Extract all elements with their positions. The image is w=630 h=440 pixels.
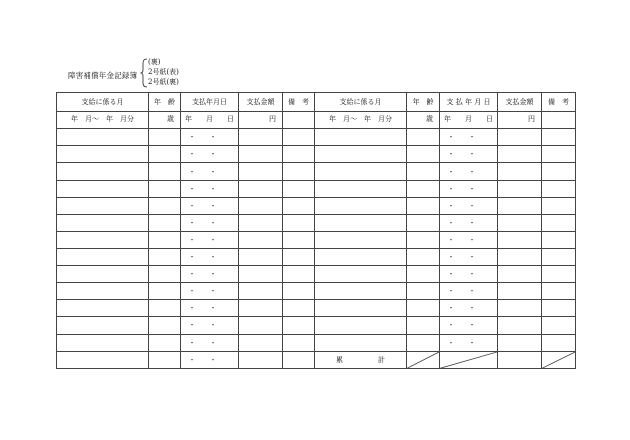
unit-period: 年 月～ 年 月分 (315, 112, 407, 129)
amount-cell (498, 334, 542, 351)
table-row (57, 283, 576, 300)
payment-date-cell: ・・ (181, 317, 239, 334)
table-row (57, 129, 576, 146)
age-cell (149, 197, 181, 214)
payment-date-cell: ・・ (440, 231, 498, 248)
unit-amount: 円 (239, 112, 283, 129)
payment-date-cell: ・・ (440, 214, 498, 231)
table-row (57, 180, 576, 197)
period-cell (57, 180, 149, 197)
amount-cell (498, 283, 542, 300)
table-row (57, 300, 576, 317)
table-row (57, 214, 576, 231)
payment-date-cell: ・・ (181, 214, 239, 231)
amount-cell (498, 249, 542, 266)
amount-cell (239, 249, 283, 266)
age-cell (149, 214, 181, 231)
period-cell (57, 266, 149, 283)
payment-date-cell: ・・ (440, 180, 498, 197)
form-title: 障害補償年金記録簿 (68, 71, 138, 80)
period-cell (57, 163, 149, 180)
payment-date-cell: ・・ (181, 334, 239, 351)
table-row (57, 266, 576, 283)
age-cell (149, 334, 181, 351)
amount-cell (239, 351, 283, 368)
period-cell (315, 231, 407, 248)
age-cell (407, 231, 440, 248)
period-cell (315, 129, 407, 146)
amount-cell (239, 146, 283, 163)
payment-date-cell: ・・ (181, 283, 239, 300)
remarks-cell (542, 283, 576, 300)
period-cell (315, 163, 407, 180)
total-label: 累 計 (315, 351, 407, 368)
amount-cell (239, 317, 283, 334)
age-cell (407, 129, 440, 146)
age-cell (407, 317, 440, 334)
table-row (57, 317, 576, 334)
remarks-cell (283, 283, 315, 300)
remarks-cell (283, 180, 315, 197)
age-cell (149, 317, 181, 334)
remarks-cell (542, 249, 576, 266)
amount-cell (239, 214, 283, 231)
void-slash (440, 352, 497, 368)
remarks-cell (542, 146, 576, 163)
remarks-cell (542, 317, 576, 334)
amount-cell (498, 146, 542, 163)
amount-cell (498, 231, 542, 248)
remarks-cell (283, 146, 315, 163)
unit-row (57, 112, 576, 129)
age-cell (149, 300, 181, 317)
header-period: 支給に係る月 (57, 93, 149, 112)
ledger-table (56, 92, 575, 369)
sheet-list (148, 57, 179, 87)
amount-cell (239, 334, 283, 351)
age-cell (407, 146, 440, 163)
amount-cell (498, 214, 542, 231)
age-cell (407, 249, 440, 266)
amount-cell (239, 180, 283, 197)
payment-date-cell: ・・ (181, 300, 239, 317)
header-remarks: 備 考 (283, 93, 315, 112)
payment-date-cell: ・・ (181, 266, 239, 283)
header-period: 支給に係る月 (315, 93, 407, 112)
amount-cell (239, 231, 283, 248)
remarks-cell (542, 112, 576, 129)
payment-date-cell: ・・ (181, 231, 239, 248)
remarks-cell (542, 266, 576, 283)
period-cell (57, 129, 149, 146)
remarks-cell (283, 231, 315, 248)
table-row (57, 146, 576, 163)
header-amount: 支払金額 (239, 93, 283, 112)
period-cell (315, 249, 407, 266)
period-cell (315, 266, 407, 283)
age-cell (149, 129, 181, 146)
age-cell (149, 231, 181, 248)
age-cell (149, 283, 181, 300)
age-cell (407, 300, 440, 317)
void-slash (407, 352, 439, 368)
unit-amount: 円 (498, 112, 542, 129)
amount-cell (239, 163, 283, 180)
remarks-cell (542, 214, 576, 231)
payment-date-cell: ・・ (440, 283, 498, 300)
payment-date-cell: ・・ (440, 300, 498, 317)
remarks-cell (283, 249, 315, 266)
period-cell (315, 317, 407, 334)
header-age: 年 齢 (149, 93, 181, 112)
age-cell (407, 163, 440, 180)
period-cell (57, 214, 149, 231)
header-amount: 支払金額 (498, 93, 542, 112)
total-row (57, 351, 576, 368)
amount-cell (498, 163, 542, 180)
payment-date-cell: ・・ (440, 317, 498, 334)
period-cell (57, 351, 149, 368)
payment-date-cell: ・・ (440, 266, 498, 283)
payment-date-cell: ・・ (181, 180, 239, 197)
remarks-cell (542, 197, 576, 214)
period-cell (315, 146, 407, 163)
age-cell (149, 351, 181, 368)
payment-date-cell: ・・ (181, 351, 239, 368)
age-cell (407, 214, 440, 231)
remarks-cell (283, 129, 315, 146)
remarks-cell (283, 266, 315, 283)
table-row (57, 249, 576, 266)
remarks-cell (283, 112, 315, 129)
remarks-cell (283, 351, 315, 368)
payment-date-cell: ・・ (440, 197, 498, 214)
amount-cell (239, 283, 283, 300)
unit-age: 歳 (149, 112, 181, 129)
period-cell (315, 214, 407, 231)
sheet-label: (裏) (148, 58, 161, 66)
payment-date-cell: ・・ (440, 163, 498, 180)
amount-cell (498, 180, 542, 197)
remarks-cell (283, 300, 315, 317)
remarks-cell (283, 163, 315, 180)
payment-date-cell-void (440, 351, 498, 368)
payment-date-cell: ・・ (181, 163, 239, 180)
period-cell (315, 334, 407, 351)
table-row (57, 334, 576, 351)
payment-date-cell: ・・ (440, 146, 498, 163)
payment-date-cell: ・・ (181, 249, 239, 266)
age-cell (149, 163, 181, 180)
amount-cell (498, 129, 542, 146)
period-cell (315, 300, 407, 317)
period-cell (57, 231, 149, 248)
amount-cell (498, 300, 542, 317)
remarks-cell (283, 197, 315, 214)
amount-cell (498, 266, 542, 283)
remarks-cell (283, 334, 315, 351)
amount-cell (498, 197, 542, 214)
payment-date-cell: ・・ (440, 249, 498, 266)
age-cell (407, 334, 440, 351)
unit-period: 年 月～ 年 月分 (57, 112, 149, 129)
age-cell (149, 249, 181, 266)
amount-cell (239, 266, 283, 283)
table-row (57, 231, 576, 248)
payment-date-cell: ・・ (181, 129, 239, 146)
period-cell (57, 334, 149, 351)
unit-date: 年 月 日 (440, 112, 498, 129)
payment-date-cell: ・・ (440, 334, 498, 351)
remarks-cell (542, 334, 576, 351)
amount-cell (498, 317, 542, 334)
void-slash (542, 352, 575, 368)
header-age: 年 齢 (407, 93, 440, 112)
header-remarks: 備 考 (542, 93, 576, 112)
unit-date: 年 月 日 (181, 112, 239, 129)
header-payment-date: 支 払 年 月 日 (440, 93, 498, 112)
header-row (57, 93, 576, 112)
period-cell (315, 197, 407, 214)
period-cell (57, 146, 149, 163)
period-cell (57, 197, 149, 214)
unit-age: 歳 (407, 112, 440, 129)
period-cell (315, 180, 407, 197)
table-row (57, 163, 576, 180)
brace-icon (140, 58, 148, 88)
age-cell (407, 283, 440, 300)
period-cell (57, 249, 149, 266)
amount-cell (239, 197, 283, 214)
table-row (57, 197, 576, 214)
payment-date-cell: ・・ (440, 129, 498, 146)
payment-date-cell: ・・ (181, 146, 239, 163)
amount-cell (498, 351, 542, 368)
remarks-cell (542, 300, 576, 317)
remarks-cell (542, 129, 576, 146)
amount-cell (239, 129, 283, 146)
age-cell (149, 180, 181, 197)
remarks-cell (283, 317, 315, 334)
age-cell (407, 197, 440, 214)
age-cell (149, 266, 181, 283)
period-cell (57, 317, 149, 334)
amount-cell (239, 300, 283, 317)
age-cell (407, 180, 440, 197)
age-cell (149, 146, 181, 163)
period-cell (57, 300, 149, 317)
remarks-cell-void (542, 351, 576, 368)
payment-date-cell: ・・ (181, 197, 239, 214)
remarks-cell (542, 180, 576, 197)
sheet-label: 2号紙(裏) (148, 78, 179, 86)
age-cell (407, 266, 440, 283)
period-cell (57, 283, 149, 300)
remarks-cell (542, 163, 576, 180)
remarks-cell (542, 231, 576, 248)
sheet-label: 2号紙(表) (148, 68, 179, 76)
header-payment-date: 支払年月日 (181, 93, 239, 112)
period-cell (315, 283, 407, 300)
remarks-cell (283, 214, 315, 231)
age-cell-void (407, 351, 440, 368)
